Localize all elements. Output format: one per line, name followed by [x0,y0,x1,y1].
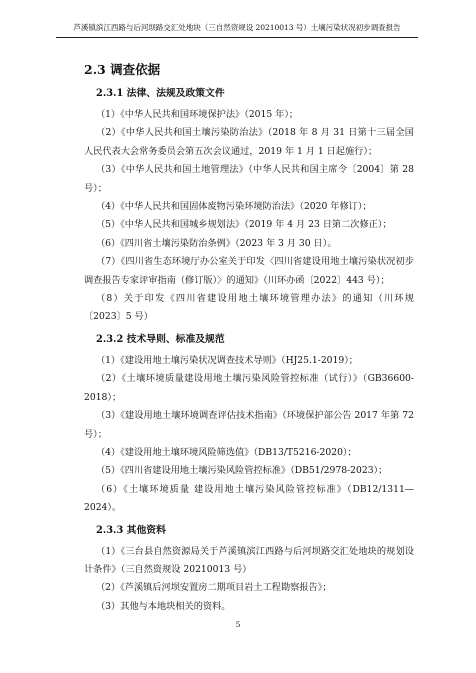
page-content [84,60,414,616]
law-item: （4）《中华人民共和国固体废物污染环境防治法》（2020 年修订）； [96,201,372,213]
law-item: （5）《中华人民共和国城乡规划法》（2019 年 4 月 23 日第二次修正）； [96,219,392,231]
other-item: （3）其他与本地块相关的资料。 [96,600,231,612]
law-item: （8）关于印发《四川省建设用地土壤环境管理办法》的通知（川环规〔2023〕5 号） [84,293,414,323]
running-header: 芦溪镇滨江西路与后河坝路交汇处地块（三自然资规设 20210013 号）土壤污染状况初步调查报告 [56,22,418,38]
other-item: （1）《三台县自然资源局关于芦溪镇滨江西路与后河坝路交汇处地块的规划设计条件》（三自然资规设 20210013 号） [84,545,414,575]
law-item: （6）《四川省土壤污染防治条例》（2023 年 3 月 30 日）。 [96,237,337,249]
standard-item: （2）《土壤环境质量建设用地土壤污染风险管控标准（试行）》（GB36600-2018）； [84,373,414,403]
standard-item: （3）《建设用地土壤环境调查评估技术指南》（环境保护部公告 2017 年第 72 号）； [84,410,414,440]
standard-item: （1）《建设用地土壤污染状况调查技术导则》（HJ25.1-2019）； [96,354,358,366]
standard-item: （6）《土壤环境质量 建设用地土壤污染风险管控标准》（DB12/1311—2024）。 [84,483,414,514]
law-item: （2）《中华人民共和国土壤污染防治法》（2018 年 8 月 31 日第十三届全国人民代表大会常务委员会第五次会议通过，2019 年 1 月 1 日起施行）； [84,127,414,157]
section-title: 2.3 调查依据 [84,62,161,77]
subsection-title-standards: 2.3.2 技术导则、标准及规范 [96,333,225,345]
standard-item: （4）《建设用地土壤环境风险筛选值》（DB13/T5216-2020）； [96,446,357,458]
law-item: （7）《四川省生态环境厅办公室关于印发〈四川省建设用地土壤污染状况初步调查报告专家评审指南（修订版）〉的通知》（川环办函〔2022〕443 号）； [84,256,414,286]
page-number: 5 [235,620,241,629]
standard-item: （5）《四川省建设用地土壤污染风险管控标准》（DB51/2978-2023）； [96,465,388,477]
law-item: （1）《中华人民共和国环境保护法》（2015 年）； [96,109,299,120]
subsection-title-other: 2.3.3 其他资料 [96,524,166,536]
subsection-title-laws: 2.3.1 法律、法规及政策文件 [96,88,225,99]
other-item: （2）《芦溪镇后河坝安置房二期项目岩土工程勘察报告》； [96,582,332,594]
law-item: （3）《中华人民共和国土地管理法》（中华人民共和国主席令〔2004〕第 28 号）； [84,164,414,194]
